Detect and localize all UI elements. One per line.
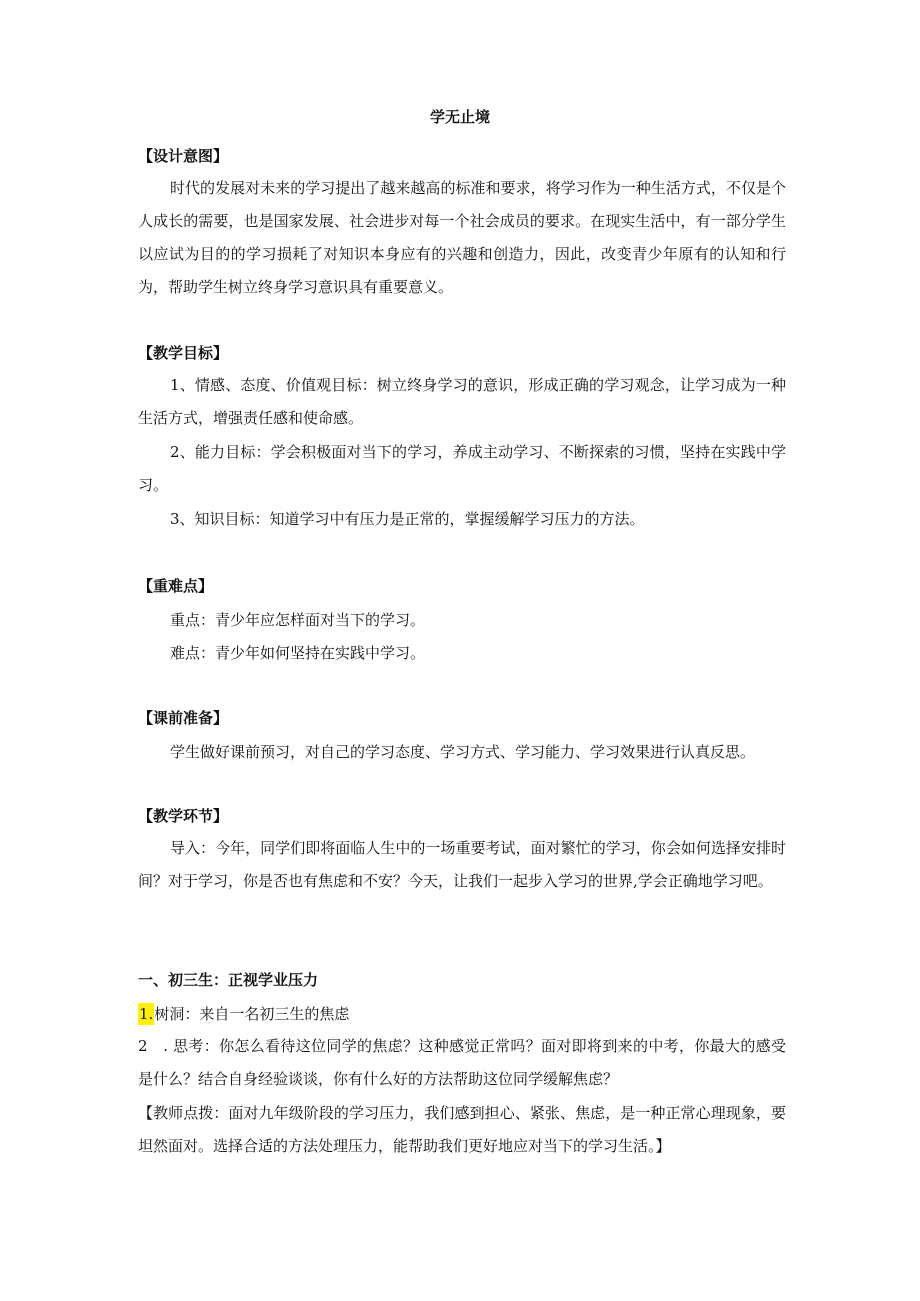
- teacher-tip: 【教师点拨：面对九年级阶段的学习压力，我们感到担心、紧张、焦虑，是一种正常心理现象，要坦然面对。选择合适的方法处理压力，能帮助我们更好地应对当下的学习生活。】: [138, 1104, 786, 1155]
- heading-preparation: 【课前准备】: [138, 709, 229, 727]
- goal-2: 2、能力目标：学会积极面对当下的学习，养成主动学习、不断探索的习惯，坚持在实践中学习。: [138, 443, 786, 494]
- goal-3: 3、知识目标：知道学习中有压力是正常的，掌握缓解学习压力的方法。: [170, 510, 645, 528]
- item-2: 2 . 思考：你怎么看待这位同学的焦虑？这种感觉正常吗？面对即将到来的中考，你最大的感受是什么？结合自身经验谈谈，你有什么好的方法帮助这位同学缓解焦虑？: [138, 1037, 786, 1088]
- heading-teaching-steps: 【教学环节】: [138, 807, 229, 825]
- heading-key-points: 【重难点】: [138, 577, 214, 595]
- heading-teaching-goals: 【教学目标】: [138, 344, 229, 362]
- heading-design-intent: 【设计意图】: [138, 147, 229, 165]
- intro-paragraph: 导入：今年，同学们即将面临人生中的一场重要考试，面对繁忙的学习，你会如何选择安排时间？对于学习，你是否也有焦虑和不安？今天，让我们一起步入学习的世界,学会正确地学习吧。: [138, 839, 786, 890]
- difficult-point: 难点：青少年如何坚持在实践中学习。: [170, 644, 426, 662]
- key-point: 重点：青少年应怎样面对当下的学习。: [170, 611, 426, 629]
- item-1-number: 1.: [139, 1005, 154, 1023]
- page-title: 学无止境: [429, 108, 490, 126]
- item-1-text: 树洞：来自一名初三生的焦虑: [154, 1005, 350, 1023]
- item-1: [138, 1004, 349, 1024]
- preparation-text: 学生做好课前预习，对自己的学习态度、学习方式、学习能力、学习效果进行认真反思。: [170, 743, 756, 761]
- goal-1: 1、情感、态度、价值观目标：树立终身学习的意识，形成正确的学习观念，让学习成为一种生活方式，增强责任感和使命感。: [138, 376, 786, 427]
- part1-heading: 一、初三生：正视学业压力: [138, 971, 319, 989]
- paragraph-design-intent: 时代的发展对未来的学习提出了越来越高的标准和要求，将学习作为一种生活方式，不仅是个人成长的需要，也是国家发展、社会进步对每一个社会成员的要求。在现实生活中，有一部分学生以应试为目的的学习损耗了对知识本身应有的兴趣和创造力，因此，改变青少年原有的认知和行为，帮助学生树立终身学习意识具有重要意义。: [138, 179, 786, 296]
